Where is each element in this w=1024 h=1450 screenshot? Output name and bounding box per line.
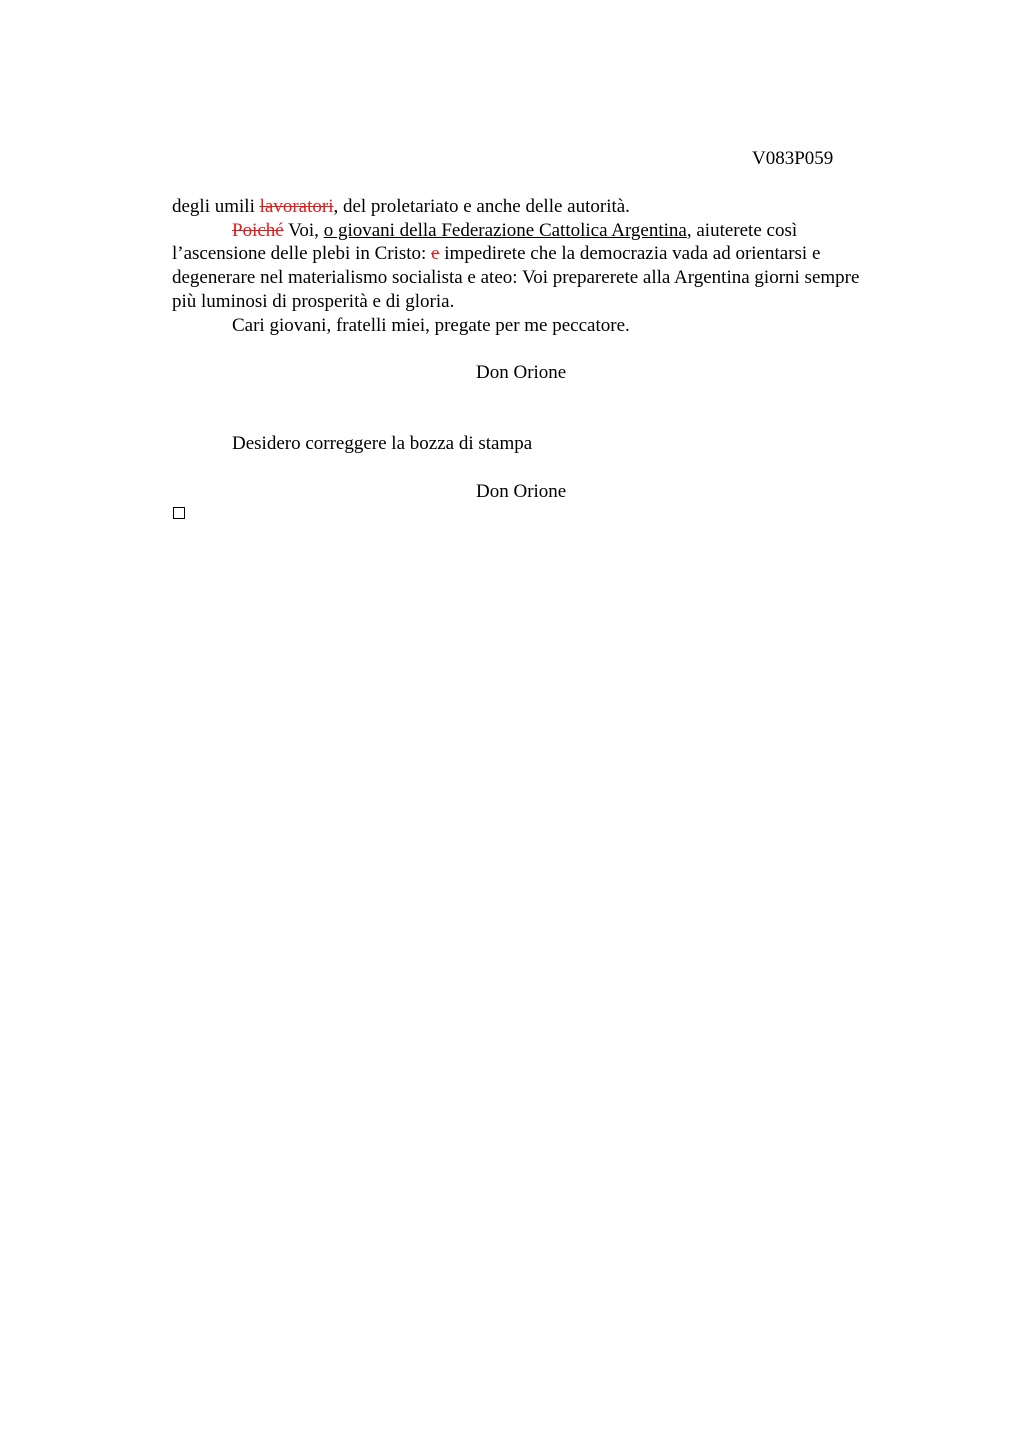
signature-1: Don Orione: [476, 362, 567, 383]
deleted-word: Poiché: [232, 219, 284, 241]
body-line-1: [172, 195, 932, 219]
body-line-2: [172, 219, 932, 243]
body-line-4: degenerare nel materialismo socialista e ateo: Voi preparerete alla Argentina giorni sempre: [172, 267, 860, 289]
body-line-3: [172, 242, 932, 266]
text-segment: l’ascensione delle plebi in Cristo:: [172, 243, 432, 265]
text-segment: , del proletariato e anche delle autorità.: [333, 196, 630, 217]
deleted-word: lavoratori: [259, 196, 334, 217]
text-segment: degli umili: [172, 196, 260, 217]
text-segment: impedirete che la democrazia vada ad orientarsi e: [439, 243, 821, 265]
checkbox-icon: [173, 507, 185, 519]
page-code: V083P059: [752, 148, 834, 169]
letter-body: [172, 195, 932, 337]
body-line-5: più luminosi di prosperità e di gloria.: [172, 290, 455, 312]
body-line-6: Cari giovani, fratelli miei, pregate per me peccatore.: [232, 314, 630, 336]
text-segment: Voi,: [283, 219, 324, 241]
proof-note: Desidero correggere la bozza di stampa: [232, 433, 533, 454]
deleted-word: e: [431, 243, 440, 265]
inserted-phrase: o giovani della Federazione Cattolica Argentina: [323, 219, 687, 241]
text-segment: , aiuterete così: [686, 219, 798, 241]
signature-2: Don Orione: [476, 481, 567, 502]
